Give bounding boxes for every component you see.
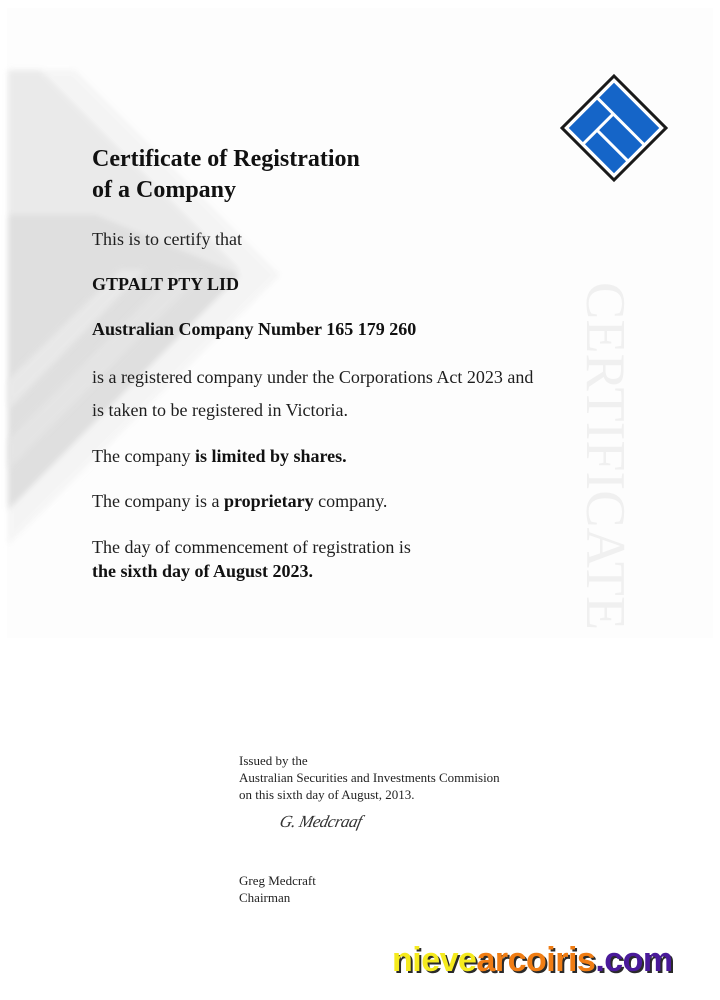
site-watermark [392,940,673,980]
commencement-date: the sixth day of August 2023. [92,561,314,581]
site-part-2: arcoiris [476,941,596,979]
issuer-line-3: on this sixth day of August, 2013. [239,787,415,802]
company-type-statement [92,490,387,512]
type-bold: proprietary [223,491,314,511]
registration-line-2: is taken to be registered in Victoria. [92,400,349,420]
issuer-block [239,752,500,803]
title-line-2: of a Company [92,177,237,203]
type-suffix: company. [313,491,388,511]
title-line-1: Certificate of Registration [92,146,360,172]
issuer-line-1: Issued by the [239,753,308,768]
type-prefix: The company is a [92,491,224,511]
certificate-title [92,144,360,206]
site-part-1: nieve [392,941,477,979]
signature: G. Medcraaf [278,812,364,831]
issuer-line-2: Australian Securities and Investments Commision [239,770,500,785]
limited-statement [92,445,347,467]
asic-diamond-logo-icon [558,72,670,184]
limited-bold: is limited by shares. [194,446,347,466]
commencement-line: The day of commencement of registration is [92,537,411,557]
registration-line-1: is a registered company under the Corporations Act 2023 and [92,367,534,387]
signer-block [239,872,316,906]
company-number: Australian Company Number 165 179 260 [92,319,417,339]
intro-text: This is to certify that [92,229,242,249]
signer-name: Greg Medcraft [239,873,316,888]
site-part-3: .com [595,941,673,979]
certificate-watermark-text: CERTIFICATE [574,281,636,631]
company-name: GTPALT PTY LID [92,274,240,294]
certificate-watermark [560,266,650,646]
limited-prefix: The company [92,446,195,466]
signer-title: Chairman [239,890,291,905]
